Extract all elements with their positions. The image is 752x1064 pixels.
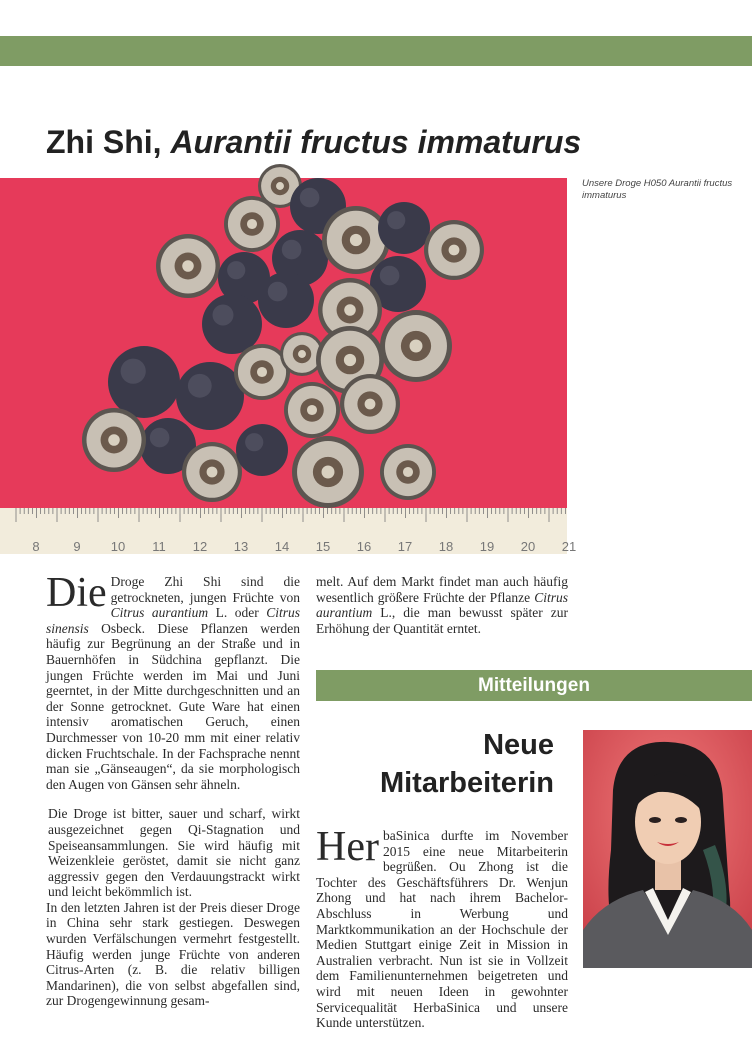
top-accent-bar [0,36,752,66]
employee-portrait [583,730,752,968]
drop-cap: Die [46,570,107,616]
section-header: Mitteilungen [316,670,752,701]
cut-fruit [284,382,340,438]
ruler-number: 20 [520,539,536,554]
whole-fruit [202,294,262,354]
ruler-number: 21 [561,539,577,554]
photo-caption: Unsere Droge H050 Aurantii fructus immaturus [582,178,733,201]
title-italic: Aurantii fructus immaturus [170,124,582,160]
ruler-number: 8 [32,539,40,554]
cut-fruit [182,442,242,502]
ruler-number: 14 [274,539,290,554]
cut-fruit [292,436,364,508]
ruler-number: 17 [397,539,413,554]
cut-fruit [380,444,436,500]
news-body [316,824,568,1031]
article-column-2 [316,574,568,636]
ruler-number: 12 [192,539,208,554]
ruler-number: 9 [73,539,81,554]
cut-fruit [156,234,220,298]
cut-fruit [82,408,146,472]
article-paragraph-3: In den letzten Jahren ist der Preis dieser Droge in China sehr stark gestiegen. Deswegen wurden Verfälschungen vermehrt festgestellt. Häufig werden junge Früchte von anderen Citrus-Arten (z. B. die relativ billigen Mandarinen), die von selbst abgefallen sind, zur Drogengewinnung gesam- [46,899,300,1009]
page-title [46,124,581,161]
news-paragraph: Her baSinica durfte im November 2015 eine neue Mitarbeiterin begrüßen. Ou Zhong ist die Tochter des Geschäftsführers Dr. Wenjun Zhong und hat nach ihrem Bachelor-Abschluss in Werbung und Marktkommunikation an der Hochschule der Medien Stuttgart einige Zeit in Mission in Australien verbracht. Nun ist sie in Vollzeit dem Familienunternehmen beigetreten und wird mit neuen Ideen in gewohnter Servicequalität HerbaSinica und unsere Kunde unterstützen. [316,824,568,1031]
article-paragraph-4: melt. Auf dem Markt findet man auch häufig wesentlich größere Früchte der Pflanze Citrus aurantium L., die man bewusst später zur Erhöhung der Quantität erntet. [316,574,568,636]
fruit-photo [0,178,577,554]
cut-fruit [424,220,484,280]
news-headline-line-1: Neue [483,729,554,761]
cut-fruit [380,310,452,382]
title-plain: Zhi Shi, [46,124,162,160]
whole-fruit [258,272,314,328]
news-headline [316,726,554,802]
cut-fruit [340,374,400,434]
ruler-number: 15 [315,539,331,554]
whole-fruit [236,424,288,476]
ruler-number: 16 [356,539,372,554]
article-paragraph-2: Die Droge ist bitter, sauer und scharf, wirkt ausgezeichnet gegen Qi-Stagnation und Speiseansammlungen. Sie wird häufig mit Weizenkleie geröstet, damit sie nicht ganz aggressiv gegen den Verdauungstrackt wirkt und leicht bekömmlich ist. [48,806,300,900]
ruler-number: 10 [110,539,126,554]
whole-fruit [378,202,430,254]
whole-fruit [176,362,244,430]
article-paragraph-1: Die Droge Zhi Shi sind die getrockneten, jungen Früchte von Citrus aurantium L. oder Citrus sinensis Osbeck. Diese Pflanzen werden häufig zur Begrünung an der Straße und in Bauernhöfen in Südchina gepflanzt. Die jungen Früchte werden im Mai und Juni geerntet, in der Mitte durchgeschnitten und an der Sonne getrocknet. Gute Ware hat einen intensiv aromatischen Geruch, einen Durchmesser von 10-20 mm mit einer relativ dicken Fruchtschale. In der Fachsprache nennt man sie „Gänseaugen“, da sie morphologisch den Augen von Gänsen sehr ähneln. [46,570,300,792]
ruler-number: 18 [438,539,454,554]
ruler-number: 19 [479,539,495,554]
article-column-1 [46,570,300,1009]
ruler-number: 13 [233,539,249,554]
ruler-number: 11 [152,539,166,554]
whole-fruit [108,346,180,418]
cut-fruit [224,196,280,252]
news-headline-line-2: Mitarbeiterin [379,767,554,799]
news-drop-cap: Her [316,824,379,870]
